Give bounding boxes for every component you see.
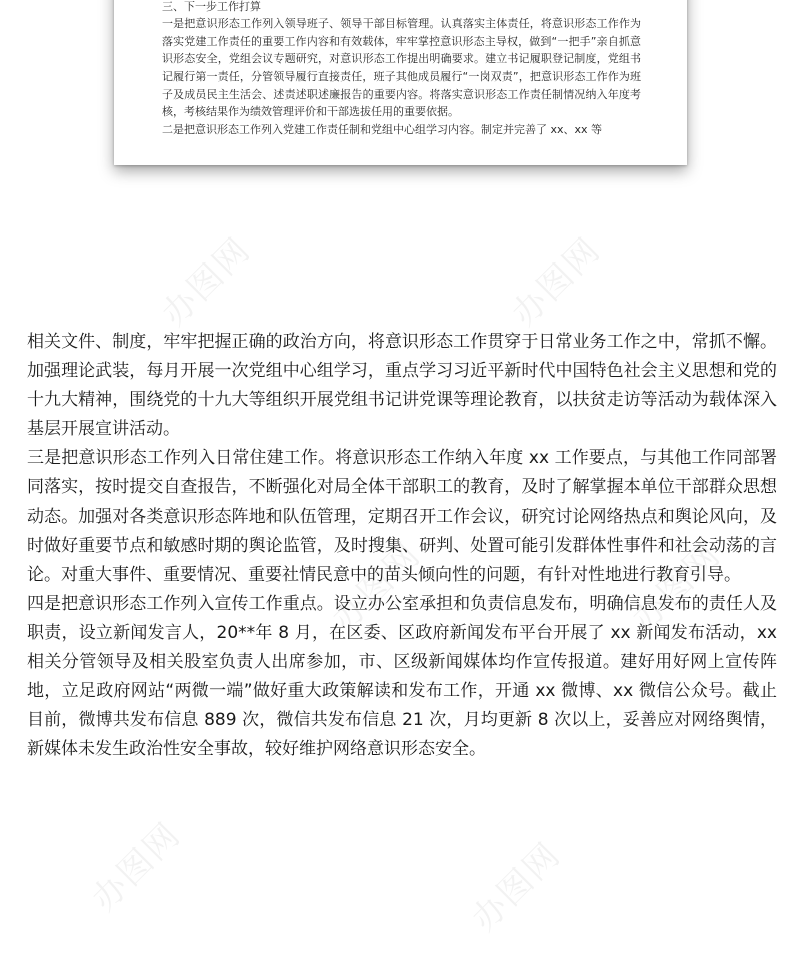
watermark: 办图网 <box>324 534 429 640</box>
document-body <box>27 328 777 764</box>
watermark: 办图网 <box>464 834 569 940</box>
document-preview-card <box>114 0 687 165</box>
watermark: 办图网 <box>504 229 609 335</box>
watermark: 办图网 <box>84 814 189 920</box>
watermark: 办图网 <box>154 229 259 335</box>
preview-paragraph-1: 一是把意识形态工作列入领导班子、领导干部目标管理。认真落实主体责任，将意识形态工作作为落实党建工作责任的重要工作内容和有效载体，牢牢掌控意识形态主导权，做到“一把手”亲自抓意识形态安全，党组会议专题研究，对意识形态工作提出明确要求。建立书记履职登记制度，党组书记履行第一责任，分管领导履行直接责任，班子其他成员履行“一岗双责”，把意识形态工作作为班子及成员民主生活会、述责述职述廉报告的重要内容。将落实意识形态工作责任制情况纳入年度考核，考核结果作为绩效管理评价和干部选拔任用的重要依据。 <box>162 17 641 119</box>
preview-paragraph-2: 二是把意识形态工作列入党建工作责任制和党组中心组学习内容。制定并完善了 xx、xx 等 <box>162 122 603 136</box>
preview-heading: 三、下一步工作打算 <box>162 0 261 13</box>
watermark: 办图网 <box>624 534 729 640</box>
body-paragraph-1: 相关文件、制度，牢牢把握正确的政治方向，将意识形态工作贯穿于日常业务工作之中，常抓不懈。加强理论武装，每月开展一次党组中心组学习，重点学习习近平新时代中国特色社会主义思想和党的十九大精神，围绕党的十九大等组织开展党组书记讲党课等理论教育，以扶贫走访等活动为载体深入基层开展宣讲活动。 <box>27 332 777 440</box>
body-paragraph-2: 三是把意识形态工作列入日常住建工作。将意识形态工作纳入年度 xx 工作要点，与其他工作同部署同落实，按时提交自查报告，不断强化对局全体干部职工的教育，及时了解掌握本单位干部群众思想动态。加强对各类意识形态阵地和队伍管理，定期召开工作会议，研究讨论网络热点和舆论风向，及时做好重要节点和敏感时期的舆论监管，及时搜集、研判、处置可能引发群体性事件和社会动荡的言论。对重大事件、重要情况、重要社情民意中的苗头倾向性的问题，有针对性地进行教育引导。 <box>27 448 777 585</box>
body-paragraph-3: 四是把意识形态工作列入宣传工作重点。设立办公室承担和负责信息发布，明确信息发布的责任人及职责，设立新闻发言人，20**年 8 月，在区委、区政府新闻发布平台开展了 xx 新闻发布活动，xx 相关分管领导及相关股室负责人出席参加，市、区级新闻媒体均作宣传报道。建好用好网上宣传阵地，立足政府网站“两微一端”做好重大政策解读和发布工作，开通 xx 微博、xx 微信公众号。截止目前，微博共发布信息 889 次，微信共发布信息 21 次，月均更新 8 次以上，妥善应对网络舆情，新媒体未发生政治性安全事故，较好维护网络意识形态安全。 <box>27 593 777 760</box>
document-preview-text <box>162 0 641 138</box>
